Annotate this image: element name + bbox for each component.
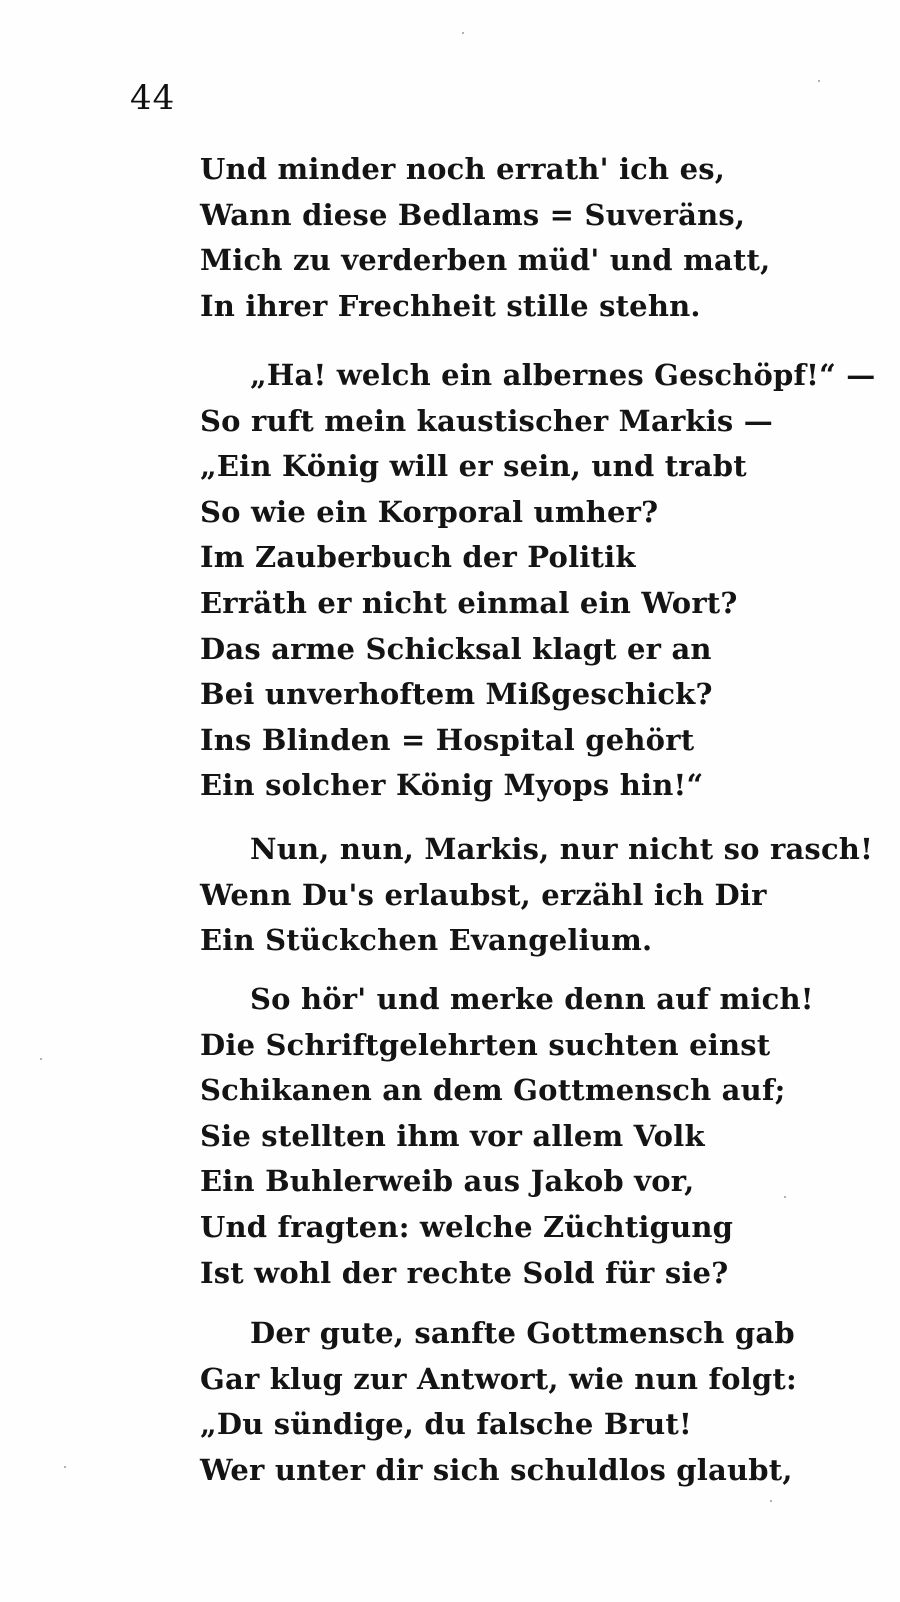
stanza-1 xyxy=(200,147,840,329)
verse-line: Ein Stückchen Evangelium. xyxy=(200,923,653,958)
verse-line: So ruft mein kaustischer Markis — xyxy=(200,403,773,438)
verse-line: Der gute, sanfte Gottmensch gab xyxy=(250,1316,795,1350)
stanza-4 xyxy=(200,977,840,1296)
verse-line: So wie ein Korporal umher? xyxy=(200,494,659,529)
verse-line: Mich zu verderben müd' und matt, xyxy=(200,243,771,278)
verse-line: Im Zauberbuch der Politik xyxy=(200,540,636,575)
scan-speck xyxy=(462,32,464,34)
verse-line: „Ha! welch ein albernes Geschöpf!“ — xyxy=(250,358,876,392)
verse-line: Sie stellten ihm vor allem Volk xyxy=(200,1118,705,1153)
verse-line: Gar klug zur Antwort, wie nun folgt: xyxy=(200,1361,797,1396)
verse-line: Die Schriftgelehrten suchten einst xyxy=(200,1027,771,1062)
scan-speck xyxy=(818,80,820,82)
verse-line: Ein Buhlerweib aus Jakob vor, xyxy=(200,1164,695,1199)
verse-line: Erräth er nicht einmal ein Wort? xyxy=(200,585,738,620)
verse-line: Nun, nun, Markis, nur nicht so rasch! xyxy=(250,832,874,866)
scan-speck xyxy=(64,1466,66,1468)
verse-line: Wer unter dir sich schuldlos glaubt, xyxy=(200,1452,793,1487)
scan-speck xyxy=(40,1058,42,1060)
verse-line: „Ein König will er sein, und trabt xyxy=(200,449,747,484)
verse-line: Ein solcher König Myops hin!“ xyxy=(200,768,704,803)
verse-line: Wann diese Bedlams = Suveräns, xyxy=(200,197,746,232)
stanza-3 xyxy=(200,827,874,964)
verse-line: Das arme Schicksal klagt er an xyxy=(200,631,712,666)
verse-line: Und fragten: welche Züchtigung xyxy=(200,1209,734,1244)
verse-line: Schikanen an dem Gottmensch auf; xyxy=(200,1073,786,1108)
verse-line: Und minder noch errath' ich es, xyxy=(200,152,726,186)
page-number: 44 xyxy=(130,78,176,118)
stanza-5 xyxy=(200,1311,840,1493)
scan-speck xyxy=(784,1196,786,1198)
stanza-2 xyxy=(200,353,876,809)
verse-line: Ist wohl der rechte Sold für sie? xyxy=(200,1255,729,1290)
verse-line: Wenn Du's erlaubst, erzähl ich Dir xyxy=(200,877,767,912)
verse-line: „Du sündige, du falsche Brut! xyxy=(200,1407,692,1442)
verse-line: In ihrer Frechheit stille stehn. xyxy=(200,288,701,323)
scan-speck xyxy=(770,1500,772,1502)
verse-line: Ins Blinden = Hospital gehört xyxy=(200,722,695,757)
verse-line: Bei unverhoftem Mißgeschick? xyxy=(200,677,713,712)
verse-line: So hör' und merke denn auf mich! xyxy=(250,982,814,1016)
